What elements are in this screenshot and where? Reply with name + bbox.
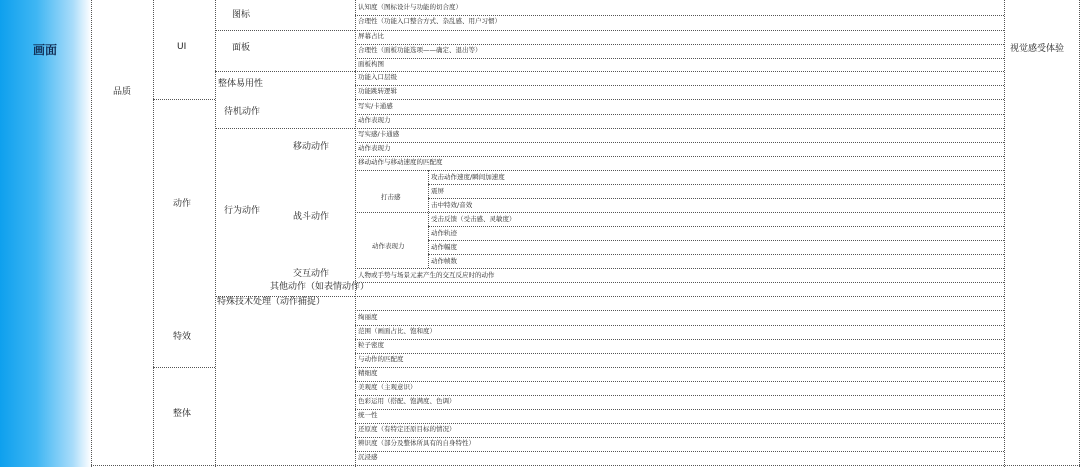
row-divider — [355, 268, 1004, 269]
row-divider — [355, 142, 1004, 143]
item-text: 色彩运用（搭配、饱满度、色调） — [358, 397, 456, 405]
row-divider — [355, 310, 1004, 311]
item-text: 认知度（图标设计与功能的切合度） — [358, 3, 462, 11]
row-divider — [355, 325, 1004, 326]
row-divider — [355, 437, 1004, 438]
item-text: 粒子密度 — [358, 341, 384, 349]
item-text: 人物或手势与场景元素产生的交互反应时的动作 — [358, 271, 495, 279]
row-divider — [428, 226, 1004, 227]
row-divider — [355, 353, 1004, 354]
item-text: 动作轨迹 — [431, 229, 457, 237]
row-divider — [355, 212, 1004, 213]
row-divider — [355, 296, 1004, 297]
row-divider — [355, 451, 1004, 452]
row-divider — [355, 282, 1004, 283]
row-divider — [355, 395, 1004, 396]
category-title: 画面 — [33, 43, 58, 57]
row-divider — [355, 99, 1004, 100]
special-label: 特殊技术处理（动作捕捉） — [217, 297, 326, 307]
panel-label: 面板 — [232, 43, 251, 53]
interact-label: 交互动作 — [293, 269, 330, 279]
col-divider — [1004, 0, 1005, 467]
quality-label: 品质 — [113, 87, 132, 97]
col-divider — [91, 0, 92, 467]
item-text: 统一性 — [358, 411, 378, 419]
item-text: 写实感/卡通感 — [358, 130, 400, 138]
item-text: 功能跳转逻辑 — [358, 87, 397, 95]
item-text: 合理性（面板功能选项——确定、退出等） — [358, 46, 482, 54]
row-divider — [355, 156, 1004, 157]
col-divider — [153, 0, 154, 467]
fx-label: 特效 — [173, 332, 192, 342]
row-divider — [153, 99, 215, 100]
item-text: 还原度（有特定还原目标的情况） — [358, 425, 456, 433]
row-divider — [428, 184, 1004, 185]
row-divider — [355, 170, 1004, 171]
action-label: 动作 — [173, 199, 192, 209]
category-column — [0, 0, 91, 467]
row-divider — [153, 367, 215, 368]
row-divider — [355, 381, 1004, 382]
col-divider — [428, 170, 429, 268]
row-divider — [355, 44, 1004, 45]
whole-label: 整体 — [173, 409, 192, 419]
row-divider — [355, 30, 1004, 31]
usability-label: 整体易用性 — [218, 79, 264, 89]
item-text: 击中特效/音效 — [431, 201, 473, 209]
item-text: 攻击动作速度/瞬间加速度 — [431, 173, 505, 181]
row-divider — [355, 128, 1004, 129]
ui-label: UI — [177, 42, 187, 52]
row-divider — [215, 71, 355, 72]
expression-label: 动作表现力 — [372, 242, 405, 250]
item-text: 移动动作与移动速度的匹配度 — [358, 158, 443, 166]
table-border — [91, 465, 1080, 466]
row-divider — [355, 114, 1004, 115]
row-divider — [355, 71, 1004, 72]
item-text: 写实/卡通感 — [358, 102, 393, 110]
item-text: 动作表现力 — [358, 116, 391, 124]
row-divider — [428, 240, 1004, 241]
item-text: 动作帧数 — [431, 257, 457, 265]
item-text: 动作幅度 — [431, 243, 457, 251]
item-text: 范围（画面占比、饱和度） — [358, 327, 436, 335]
other-label: 其他动作（如表情动作） — [270, 282, 370, 292]
row-divider — [355, 339, 1004, 340]
item-text: 沉浸感 — [358, 453, 378, 461]
item-text: 与动作的匹配度 — [358, 355, 404, 363]
row-divider — [355, 15, 1004, 16]
item-text: 合理性（功能入口整合方式、杂乱感、用户习惯） — [358, 17, 501, 25]
visual-experience-label: 视觉感受体验 — [1010, 44, 1065, 54]
icon-label: 图标 — [232, 10, 251, 20]
combat-label: 战斗动作 — [293, 212, 330, 222]
item-text: 震屏 — [431, 187, 444, 195]
row-divider — [215, 128, 355, 129]
row-divider — [428, 254, 1004, 255]
move-label: 移动动作 — [293, 142, 330, 152]
item-text: 精细度 — [358, 369, 378, 377]
behavior-label: 行为动作 — [224, 206, 261, 216]
idle-label: 待机动作 — [224, 107, 261, 117]
row-divider — [355, 409, 1004, 410]
item-text: 面板构图 — [358, 60, 384, 68]
row-divider — [215, 30, 355, 31]
item-text: 受击反馈（受击感、灵敏度） — [431, 215, 516, 223]
row-divider — [355, 367, 1004, 368]
item-text: 辨识度（部分及整体所具有的自身特性） — [358, 439, 475, 447]
row-divider — [355, 85, 1004, 86]
row-divider — [355, 58, 1004, 59]
item-text: 动作表现力 — [358, 144, 391, 152]
item-text: 绚丽度 — [358, 313, 378, 321]
row-divider — [428, 198, 1004, 199]
hit-label: 打击感 — [381, 193, 401, 201]
item-text: 功能入口层级 — [358, 73, 397, 81]
item-text: 美观度（主观意识） — [358, 383, 417, 391]
row-divider — [355, 423, 1004, 424]
item-text: 屏幕占比 — [358, 32, 384, 40]
